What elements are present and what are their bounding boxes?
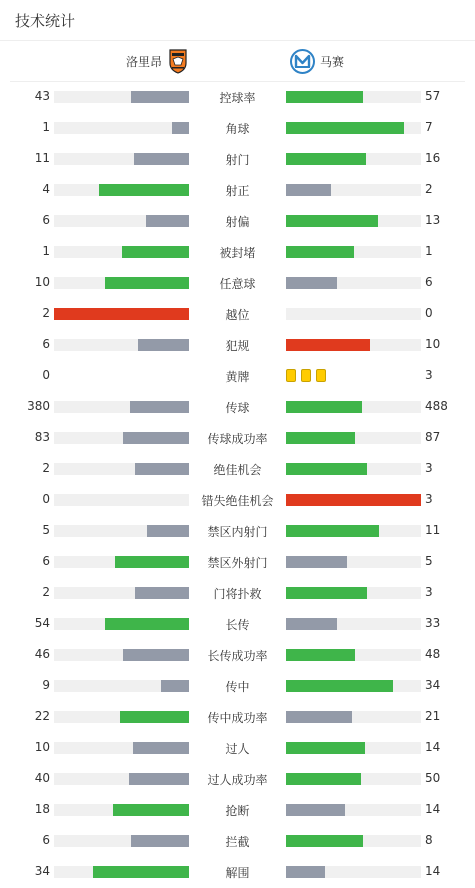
away-bar-track: [286, 618, 421, 630]
away-bar-fill: [286, 401, 362, 413]
home-bar-track: [54, 773, 189, 785]
home-bar-fill: [134, 153, 189, 165]
away-value: 2: [425, 182, 433, 196]
home-value: 5: [42, 523, 50, 537]
stat-label: 禁区内射门: [207, 525, 268, 539]
away-value: 48: [425, 647, 441, 661]
away-bar-fill: [286, 215, 378, 227]
away-bar-fill: [286, 432, 355, 444]
away-bar-fill: [286, 277, 337, 289]
yellow-card-icon: [316, 369, 326, 382]
stat-row: [0, 143, 475, 174]
home-value: 6: [42, 554, 50, 568]
stat-row: [0, 453, 475, 484]
away-bar-track: [286, 649, 421, 661]
stat-row: [0, 670, 475, 701]
home-bar-fill: [129, 773, 189, 785]
stat-row: [0, 360, 475, 391]
away-bar-track: [286, 308, 421, 320]
home-value: 1: [42, 244, 50, 258]
home-bar-fill: [172, 122, 189, 134]
home-bar-track: [54, 835, 189, 847]
home-bar-fill: [135, 463, 189, 475]
away-bar-track: [286, 835, 421, 847]
stat-row: [0, 329, 475, 360]
stat-row: [0, 763, 475, 794]
home-bar-track: [54, 618, 189, 630]
home-value: 46: [34, 647, 50, 661]
away-bar-track: [286, 804, 421, 816]
home-bar-track: [54, 680, 189, 692]
stat-label: 任意球: [219, 277, 256, 291]
stat-label: 射正: [225, 184, 250, 198]
home-value: 9: [42, 678, 50, 692]
away-bar-fill: [286, 649, 355, 661]
stat-label: 长传: [225, 618, 250, 632]
stat-row: [0, 236, 475, 267]
stat-label: 解围: [225, 866, 250, 880]
away-value: 87: [425, 430, 441, 444]
stat-row: [0, 391, 475, 422]
home-value: 54: [34, 616, 50, 630]
stat-label: 犯规: [225, 339, 250, 353]
away-value: 5: [425, 554, 433, 568]
away-value: 3: [425, 492, 433, 506]
home-bar-track: [54, 184, 189, 196]
away-value: 3: [425, 461, 433, 475]
away-bar-fill: [286, 587, 367, 599]
away-bar-fill: [286, 184, 331, 196]
home-bar-fill: [54, 308, 189, 320]
home-bar-fill: [99, 184, 189, 196]
stat-row: [0, 174, 475, 205]
home-bar-track: [54, 122, 189, 134]
away-value: 14: [425, 802, 441, 816]
away-bar-track: [286, 277, 421, 289]
stat-row: [0, 701, 475, 732]
home-bar-track: [54, 525, 189, 537]
stat-row: [0, 608, 475, 639]
stat-label: 抢断: [225, 804, 250, 818]
away-bar-track: [286, 401, 421, 413]
stat-label: 角球: [225, 122, 250, 136]
home-team-name[interactable]: 洛里昂: [125, 55, 162, 69]
stat-label: 传中: [225, 680, 250, 694]
away-value: 14: [425, 864, 441, 878]
away-bar-track: [286, 122, 421, 134]
stat-label: 长传成功率: [207, 649, 268, 663]
home-bar-track: [54, 804, 189, 816]
home-bar-fill: [133, 742, 189, 754]
stat-label: 越位: [225, 308, 250, 322]
home-value: 18: [34, 802, 50, 816]
away-bar-fill: [286, 153, 366, 165]
away-value: 0: [425, 306, 433, 320]
home-value: 0: [42, 368, 50, 382]
away-bar-fill: [286, 866, 325, 878]
away-value: 11: [425, 523, 441, 537]
home-bar-track: [54, 339, 189, 351]
stat-row: [0, 484, 475, 515]
home-bar-track: [54, 277, 189, 289]
stat-row: [0, 639, 475, 670]
teams-header: [10, 41, 465, 82]
home-value: 380: [27, 399, 50, 413]
home-bar-track: [54, 246, 189, 258]
away-bar-track: [286, 556, 421, 568]
home-value: 2: [42, 306, 50, 320]
home-value: 2: [42, 461, 50, 475]
home-value: 43: [34, 89, 50, 103]
away-bar-fill: [286, 804, 345, 816]
away-yellow-cards: [286, 369, 326, 382]
away-value: 50: [425, 771, 441, 785]
stat-row: [0, 515, 475, 546]
away-bar-track: [286, 153, 421, 165]
home-bar-track: [54, 91, 189, 103]
stat-row: [0, 546, 475, 577]
home-value: 1: [42, 120, 50, 134]
home-bar-track: [54, 556, 189, 568]
home-bar-fill: [123, 432, 189, 444]
stat-row: [0, 298, 475, 329]
away-value: 13: [425, 213, 441, 227]
away-bar-track: [286, 866, 421, 878]
stat-label: 被封堵: [219, 246, 256, 260]
home-bar-track: [54, 742, 189, 754]
stat-row: [0, 825, 475, 856]
away-value: 21: [425, 709, 441, 723]
away-bar-track: [286, 215, 421, 227]
away-bar-fill: [286, 835, 363, 847]
home-bar-fill: [93, 866, 189, 878]
home-value: 11: [34, 151, 50, 165]
home-value: 6: [42, 833, 50, 847]
away-value: 14: [425, 740, 441, 754]
stat-row: [0, 422, 475, 453]
away-bar-track: [286, 773, 421, 785]
home-value: 6: [42, 337, 50, 351]
stat-label: 绝佳机会: [213, 463, 262, 477]
away-value: 6: [425, 275, 433, 289]
home-bar-track: [54, 494, 189, 506]
stat-label: 过人成功率: [207, 773, 268, 787]
stat-label: 黄牌: [225, 370, 250, 384]
home-bar-track: [54, 463, 189, 475]
away-bar-track: [286, 494, 421, 506]
away-bar-fill: [286, 711, 352, 723]
home-bar-track: [54, 215, 189, 227]
home-bar-fill: [105, 277, 189, 289]
away-value: 3: [425, 585, 433, 599]
stat-row: [0, 205, 475, 236]
home-bar-fill: [123, 649, 189, 661]
away-bar-track: [286, 246, 421, 258]
away-value: 3: [425, 368, 433, 382]
away-bar-fill: [286, 122, 404, 134]
away-value: 57: [425, 89, 441, 103]
away-bar-track: [286, 184, 421, 196]
home-bar-fill: [131, 91, 189, 103]
fc-lorient-crest-icon[interactable]: [168, 48, 188, 74]
yellow-card-icon: [286, 369, 296, 382]
home-value: 40: [34, 771, 50, 785]
home-bar-fill: [135, 587, 189, 599]
stat-row: [0, 794, 475, 825]
away-value: 8: [425, 833, 433, 847]
home-bar-fill: [122, 246, 190, 258]
home-bar-fill: [161, 680, 189, 692]
away-bar-fill: [286, 773, 361, 785]
stat-row: [0, 112, 475, 143]
home-value: 34: [34, 864, 50, 878]
away-bar-fill: [286, 680, 393, 692]
stat-label: 控球率: [219, 91, 256, 105]
home-value: 2: [42, 585, 50, 599]
stat-row: [0, 81, 475, 112]
away-value: 7: [425, 120, 433, 134]
home-bar-track: [54, 587, 189, 599]
home-value: 10: [34, 275, 50, 289]
stat-label: 传中成功率: [207, 711, 268, 725]
away-value: 33: [425, 616, 441, 630]
away-bar-track: [286, 339, 421, 351]
yellow-card-icon: [301, 369, 311, 382]
stat-label: 禁区外射门: [207, 556, 268, 570]
stat-label: 拦截: [225, 835, 250, 849]
home-bar-fill: [146, 215, 189, 227]
away-value: 10: [425, 337, 441, 351]
away-bar-fill: [286, 91, 363, 103]
home-value: 22: [34, 709, 50, 723]
away-bar-track: [286, 432, 421, 444]
away-value: 488: [425, 399, 448, 413]
home-bar-track: [54, 308, 189, 320]
away-bar-track: [286, 711, 421, 723]
home-bar-fill: [120, 711, 189, 723]
away-bar-fill: [286, 556, 347, 568]
home-bar-fill: [115, 556, 189, 568]
stat-row: [0, 856, 475, 887]
away-bar-fill: [286, 246, 354, 258]
home-bar-track: [54, 711, 189, 723]
away-bar-fill: [286, 463, 367, 475]
stat-label: 门将扑救: [213, 587, 262, 601]
away-bar-fill: [286, 525, 379, 537]
home-bar-track: [54, 866, 189, 878]
stat-label: 错失绝佳机会: [201, 494, 274, 508]
home-bar-fill: [113, 804, 189, 816]
home-value: 0: [42, 492, 50, 506]
stat-row: [0, 577, 475, 608]
away-bar-track: [286, 91, 421, 103]
away-bar-track: [286, 742, 421, 754]
olympique-marseille-crest-icon[interactable]: [290, 49, 315, 74]
away-bar-fill: [286, 618, 337, 630]
home-value: 83: [34, 430, 50, 444]
away-bar-fill: [286, 494, 421, 506]
home-bar-fill: [147, 525, 189, 537]
away-bar-track: [286, 525, 421, 537]
away-bar-track: [286, 587, 421, 599]
stat-row: [0, 267, 475, 298]
away-team-name[interactable]: 马赛: [320, 55, 345, 69]
away-value: 34: [425, 678, 441, 692]
stat-label: 传球成功率: [207, 432, 268, 446]
stat-label: 射门: [225, 153, 250, 167]
section-title: 技术统计: [15, 12, 76, 30]
home-value: 4: [42, 182, 50, 196]
away-bar-track: [286, 680, 421, 692]
stat-label: 传球: [225, 401, 250, 415]
home-bar-track: [54, 153, 189, 165]
home-bar-fill: [138, 339, 189, 351]
home-bar-track: [54, 432, 189, 444]
home-bar-fill: [105, 618, 189, 630]
home-value: 6: [42, 213, 50, 227]
stat-label: 过人: [225, 742, 250, 756]
home-bar-fill: [131, 835, 189, 847]
home-bar-fill: [130, 401, 189, 413]
stat-label: 射偏: [225, 215, 250, 229]
stat-row: [0, 732, 475, 763]
away-value: 1: [425, 244, 433, 258]
home-value: 10: [34, 740, 50, 754]
home-bar-track: [54, 401, 189, 413]
away-bar-track: [286, 463, 421, 475]
home-bar-track: [54, 649, 189, 661]
away-bar-fill: [286, 742, 365, 754]
away-value: 16: [425, 151, 441, 165]
away-bar-fill: [286, 339, 370, 351]
